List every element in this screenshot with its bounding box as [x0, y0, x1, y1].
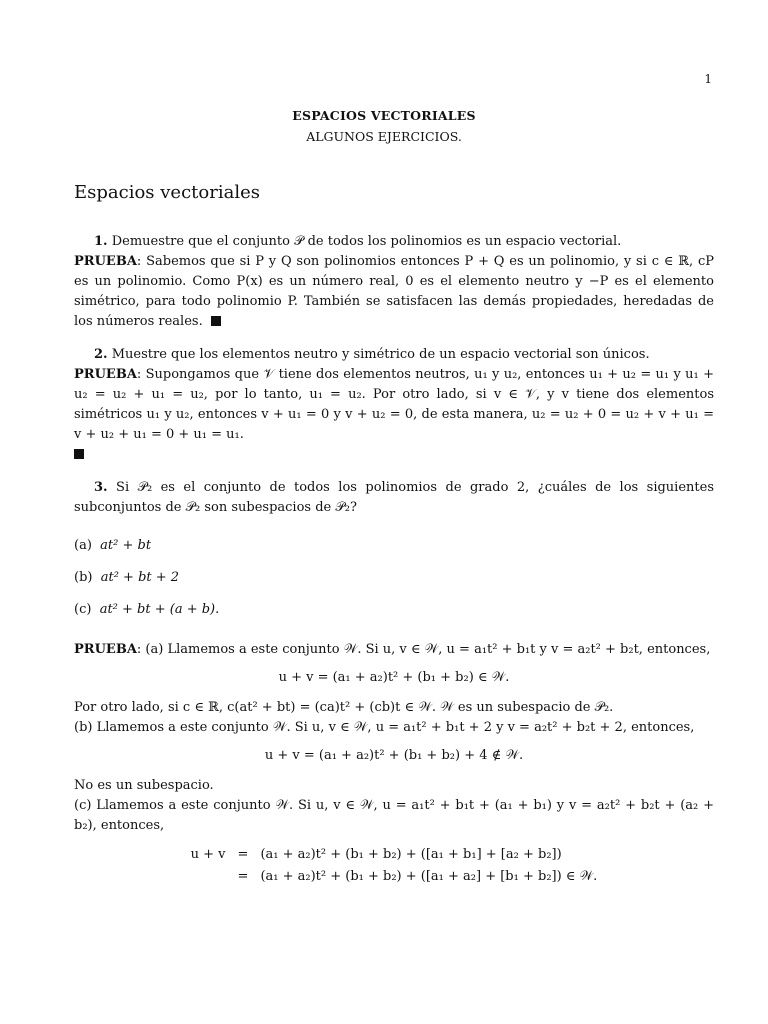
exercise-1-number: 1.	[94, 234, 108, 249]
item-expression: at² + bt + (a + b).	[99, 602, 220, 617]
exercise-2-proof	[74, 365, 714, 445]
page-number: 1	[704, 72, 712, 86]
document-body	[74, 232, 714, 888]
aligned-equations-c	[185, 844, 604, 888]
exercise-3-statement	[74, 478, 714, 518]
proof-label: PRUEBA	[74, 254, 137, 269]
qed-square-icon	[74, 449, 84, 459]
item-label: (b)	[74, 570, 93, 585]
exercise-2-text: Muestre que los elementos neutro y simétrico de un espacio vectorial son únicos.	[111, 347, 650, 362]
proof-part-a-conclusion: Por otro lado, si c ∈ ℝ, c(at² + bt) = (ca)t² + (cb)t ∈ 𝒲. 𝒲 es un subespacio de 𝒫₂.	[74, 700, 614, 715]
exercise-1-proof	[74, 252, 714, 332]
exercise-3-proof-a	[74, 640, 714, 660]
equation-operator: =	[237, 869, 249, 884]
exercise-2-qed	[74, 445, 714, 465]
exercise-3-proof-b: (b) Llamemos a este conjunto 𝒲. Si u, v ∈ 𝒲, u = a₁t² + b₁t + 2 y v = a₂t² + b₂t + 2, entonces,	[74, 720, 695, 735]
equation-rhs: (a₁ + a₂)t² + (b₁ + b₂) + ([a₁ + a₂] + [b₁ + b₂]) ∈ 𝒲.	[260, 869, 598, 884]
list-item	[74, 536, 714, 556]
exercise-2-number: 2.	[94, 347, 108, 362]
document-title: ESPACIOS VECTORIALES	[292, 108, 476, 123]
proof-label: PRUEBA	[74, 367, 137, 382]
item-label: (a)	[74, 538, 92, 553]
section-title: Espacios vectoriales	[74, 182, 260, 203]
list-item	[74, 600, 714, 620]
item-expression: at² + bt + 2	[100, 570, 180, 585]
exercise-3-text: Si 𝒫₂ es el conjunto de todos los polinomios de grado 2, ¿cuáles de los siguientes subconjuntos de 𝒫₂ son subespacios de 𝒫₂?	[74, 480, 714, 515]
exercise-1-statement	[74, 232, 714, 252]
equation-operator: =	[237, 847, 249, 862]
exercise-2-statement	[74, 345, 714, 365]
equation-row	[185, 866, 604, 888]
exercise-1-text: Demuestre que el conjunto 𝒫 de todos los polinomios es un espacio vectorial.	[111, 234, 622, 249]
proof-label: PRUEBA	[74, 642, 137, 657]
exercise-2-proof-text: : Supongamos que 𝒱 tiene dos elementos neutros, u₁ y u₂, entonces u₁ + u₂ = u₁ y u₁ + u₂ = u₂ + u₁ = u₂, por lo tanto, u₁ = u₂. Por otro lado, si v ∈ 𝒱, y v tiene dos elementos simétricos u₁ y u₂, entonces v + u₁ = 0 y v + u₂ = 0, de esta manera, u₂ = u₂ + 0 = u₂ + v + u₁ = v + u₂ + u₁ = 0 + u₁ = u₁.	[74, 367, 714, 442]
document-header	[0, 108, 768, 144]
exercise-1-proof-text: : Sabemos que si P y Q son polinomios entonces P + Q es un polinomio, y si c ∈ ℝ, cP es un polinomio. Como P(x) es un número real, 0 es el elemento neutro y −P es el elemento simétrico, para todo polinomio P. También se satisfacen las demás propiedades, heredadas de los números reales.	[74, 254, 714, 329]
qed-square-icon	[211, 316, 221, 326]
item-expression: at² + bt	[100, 538, 152, 553]
exercise-3-number: 3.	[94, 480, 108, 495]
list-item	[74, 568, 714, 588]
proof-part-b-conclusion: No es un subespacio.	[74, 778, 214, 793]
item-label: (c)	[74, 602, 92, 617]
equation-rhs: (a₁ + a₂)t² + (b₁ + b₂) + ([a₁ + b₁] + [a₂ + b₂])	[260, 847, 562, 862]
display-equation-b: u + v = (a₁ + a₂)t² + (b₁ + b₂) + 4 ∉ 𝒲.	[264, 748, 524, 763]
equation-lhs: u + v	[190, 847, 226, 862]
display-equation-a: u + v = (a₁ + a₂)t² + (b₁ + b₂) ∈ 𝒲.	[278, 670, 510, 685]
exercise-3-proof-c: (c) Llamemos a este conjunto 𝒲. Si u, v ∈ 𝒲, u = a₁t² + b₁t + (a₁ + b₁) y v = a₂t² + b₂t + (a₂ + b₂), entonces,	[74, 798, 714, 833]
proof-part-a-text: : (a) Llamemos a este conjunto 𝒲. Si u, v ∈ 𝒲, u = a₁t² + b₁t y v = a₂t² + b₂t, entonces,	[136, 642, 711, 657]
equation-row	[185, 844, 604, 866]
document-subtitle: ALGUNOS EJERCICIOS.	[306, 129, 462, 144]
